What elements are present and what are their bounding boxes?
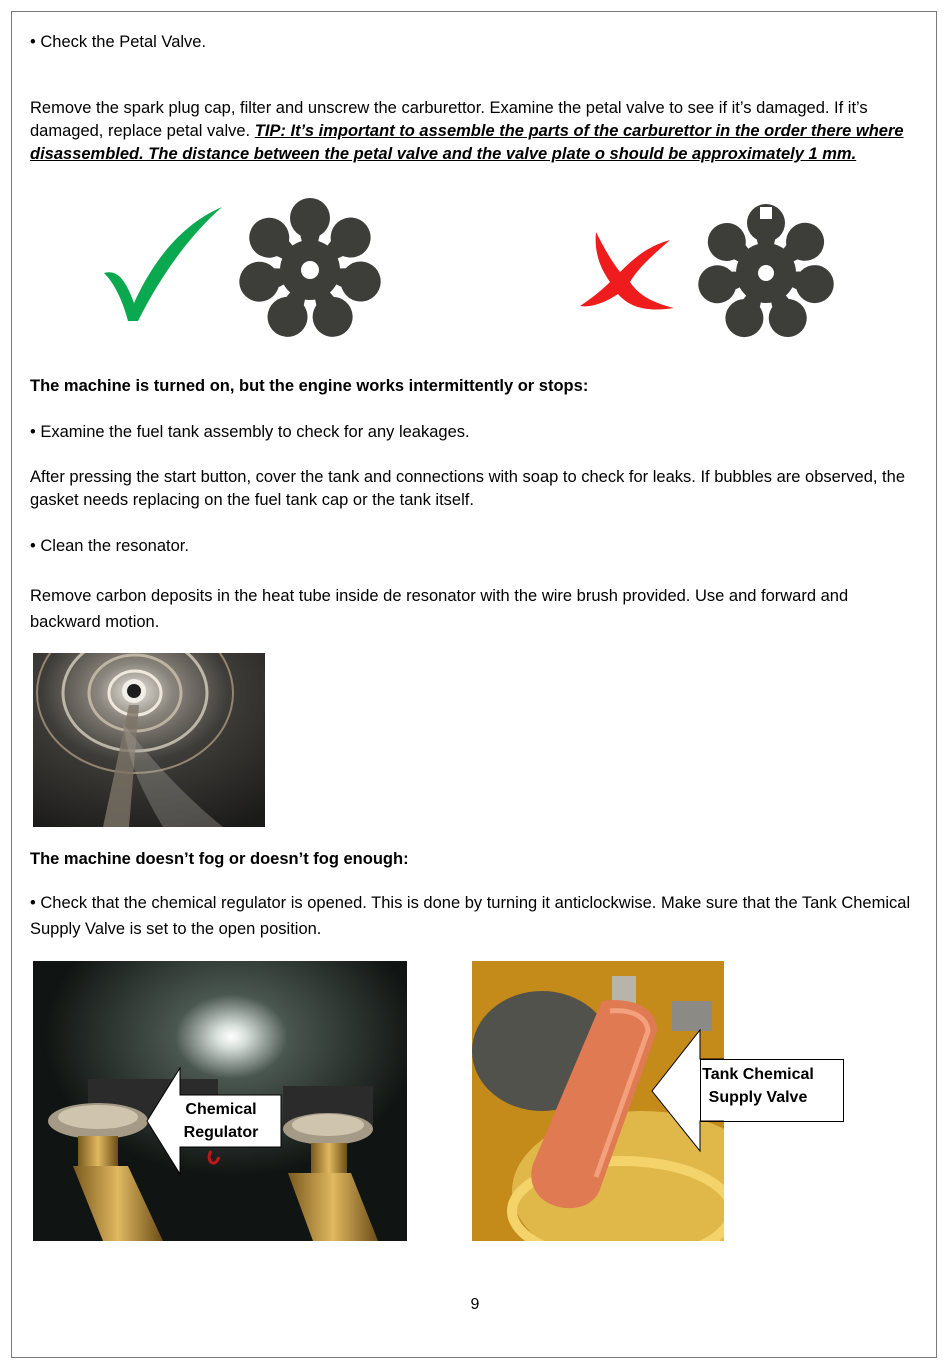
callout-box-extension: [700, 1059, 844, 1122]
petal-valve-bullet: • Check the Petal Valve.: [30, 33, 207, 51]
chemical-regulator-callout: [181, 1098, 261, 1144]
petal-valve-text: Remove the spark plug cap, filter and unscrew the carburettor. Examine the petal valve to see if it’s damaged. If it’s damaged, replace petal valve.: [30, 99, 868, 140]
tank-chemical-supply-valve-photo: [472, 961, 724, 1241]
resonator-paragraph: Remove carbon deposits in the heat tube inside de resonator with the wire brush provided. Use and forward and backward motion.: [30, 587, 849, 631]
cross-icon: [578, 228, 676, 314]
intact-petal-valve-image: [232, 198, 388, 342]
fuel-tank-bullet: • Examine the fuel tank assembly to check for any leakages.: [30, 423, 470, 441]
resonator-bullet: • Clean the resonator.: [30, 537, 189, 555]
callout-regulator-line1: Chemical: [185, 1101, 257, 1118]
callout-valve-line1: Tank Chemical: [702, 1066, 814, 1083]
callout-valve-line2: Supply Valve: [708, 1089, 808, 1106]
checkmark-icon: [100, 203, 228, 325]
heading-fog: The machine doesn’t fog or doesn’t fog enough:: [30, 850, 409, 868]
petal-valve-paragraph: [30, 97, 920, 166]
callout-regulator-line2: Regulator: [183, 1124, 259, 1141]
chemical-regulator-paragraph: • Check that the chemical regulator is opened. This is done by turning it anticlockwise. Make sure that the Tank Chemical Supply Valve is set to the open position.: [30, 894, 911, 938]
damaged-petal-valve-image: [688, 204, 844, 342]
heading-intermittent: The machine is turned on, but the engine works intermittently or stops:: [30, 377, 589, 395]
page-number: 9: [470, 1296, 480, 1313]
resonator-tube-photo: [33, 653, 265, 827]
petal-valve-tip: TIP: It’s important to assemble the parts of the carburettor in the order there where disassembled. The distance between the petal valve and the valve plate o should be approximately 1 mm.: [30, 122, 904, 163]
fuel-tank-paragraph: After pressing the start button, cover the tank and connections with soap to check for leaks. If bubbles are observed, the gasket needs replacing on the fuel tank cap or the tank itself.: [30, 468, 905, 509]
